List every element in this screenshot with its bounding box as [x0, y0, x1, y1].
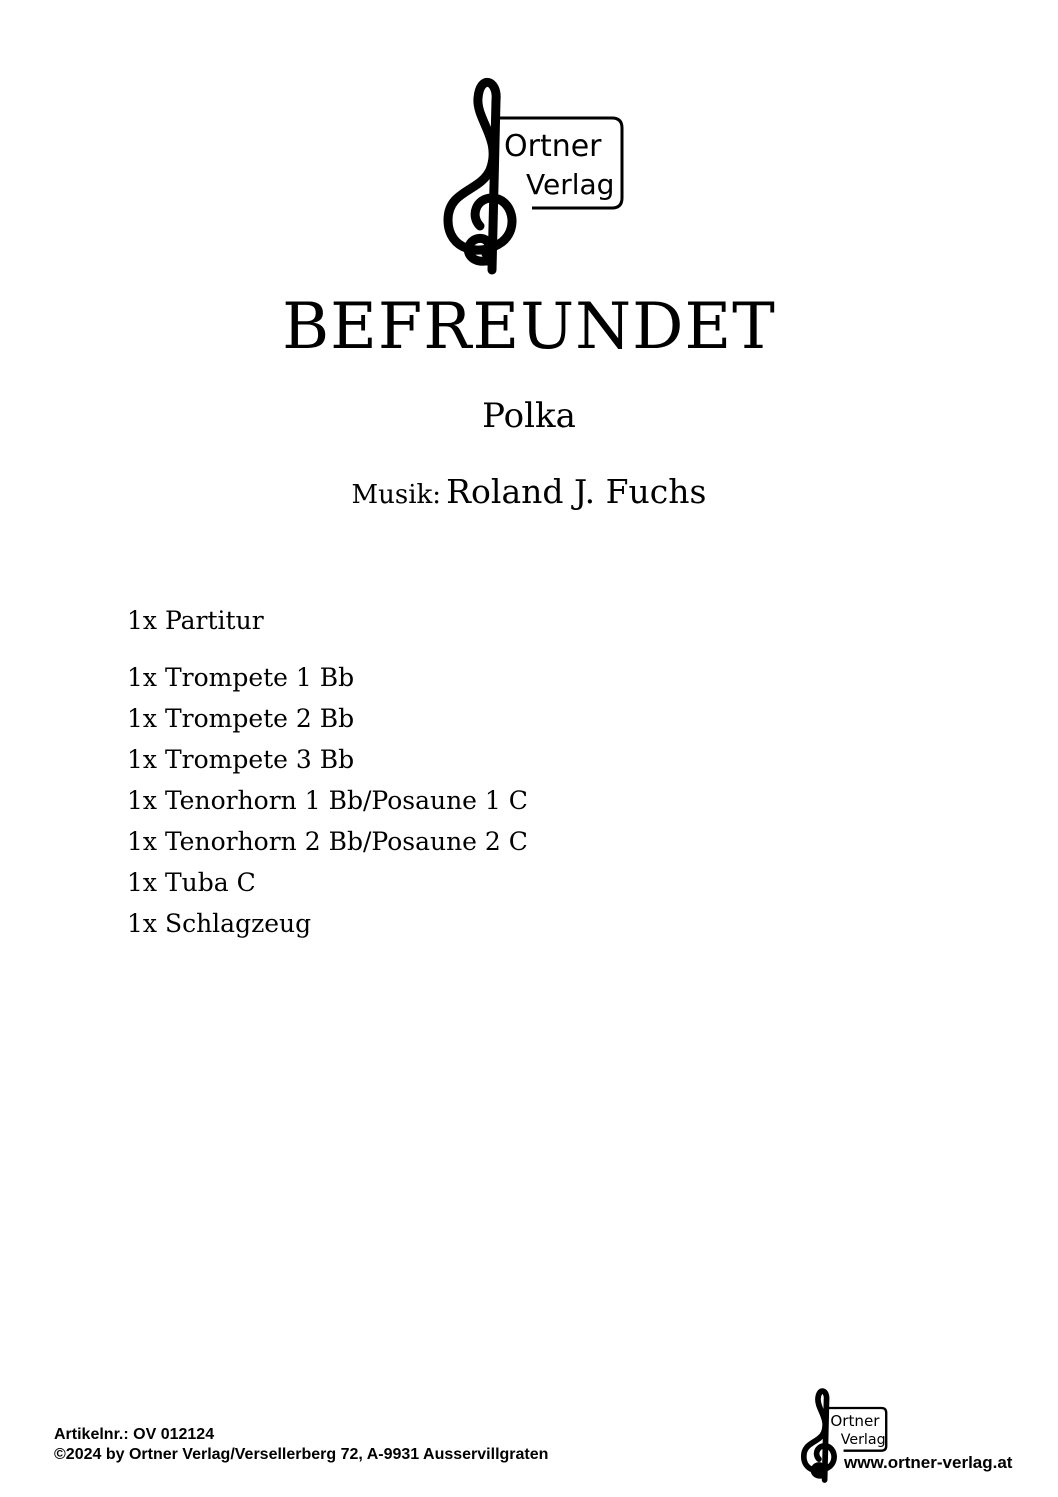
composer-label: Musik: [351, 480, 442, 510]
parts-list [127, 600, 528, 944]
footer-info [54, 1425, 548, 1465]
subtitle: Polka [482, 396, 576, 436]
treble-clef-icon [440, 70, 630, 280]
logo-line2: Verlag [840, 1432, 886, 1448]
list-item: 1x Schlagzeug [127, 909, 312, 938]
list-item: 1x Trompete 3 Bb [127, 745, 355, 774]
article-number: Artikelnr.: OV 012124 [54, 1426, 215, 1443]
logo-line1: Ortner [504, 129, 602, 164]
website-link[interactable]: www.ortner-verlag.at [844, 1453, 1013, 1472]
page-title: BEFREUNDET [282, 290, 776, 364]
copyright-notice: ©2024 by Ortner Verlag/Versellerberg 72, A-9931 Ausservillgraten [54, 1446, 549, 1463]
list-item: 1x Trompete 2 Bb [127, 704, 355, 733]
composer-line [0, 472, 1058, 511]
list-item: 1x Tuba C [127, 868, 256, 897]
list-item: 1x Tenorhorn 2 Bb/Posaune 2 C [127, 827, 528, 856]
logo-line2: Verlag [526, 168, 615, 201]
composer-name: Roland J. Fuchs [446, 472, 707, 511]
list-item: 1x Partitur [127, 606, 264, 635]
logo-line1: Ortner [830, 1412, 880, 1430]
list-item: 1x Tenorhorn 1 Bb/Posaune 1 C [127, 786, 528, 815]
publisher-logo [440, 70, 630, 280]
list-item: 1x Trompete 1 Bb [127, 663, 355, 692]
